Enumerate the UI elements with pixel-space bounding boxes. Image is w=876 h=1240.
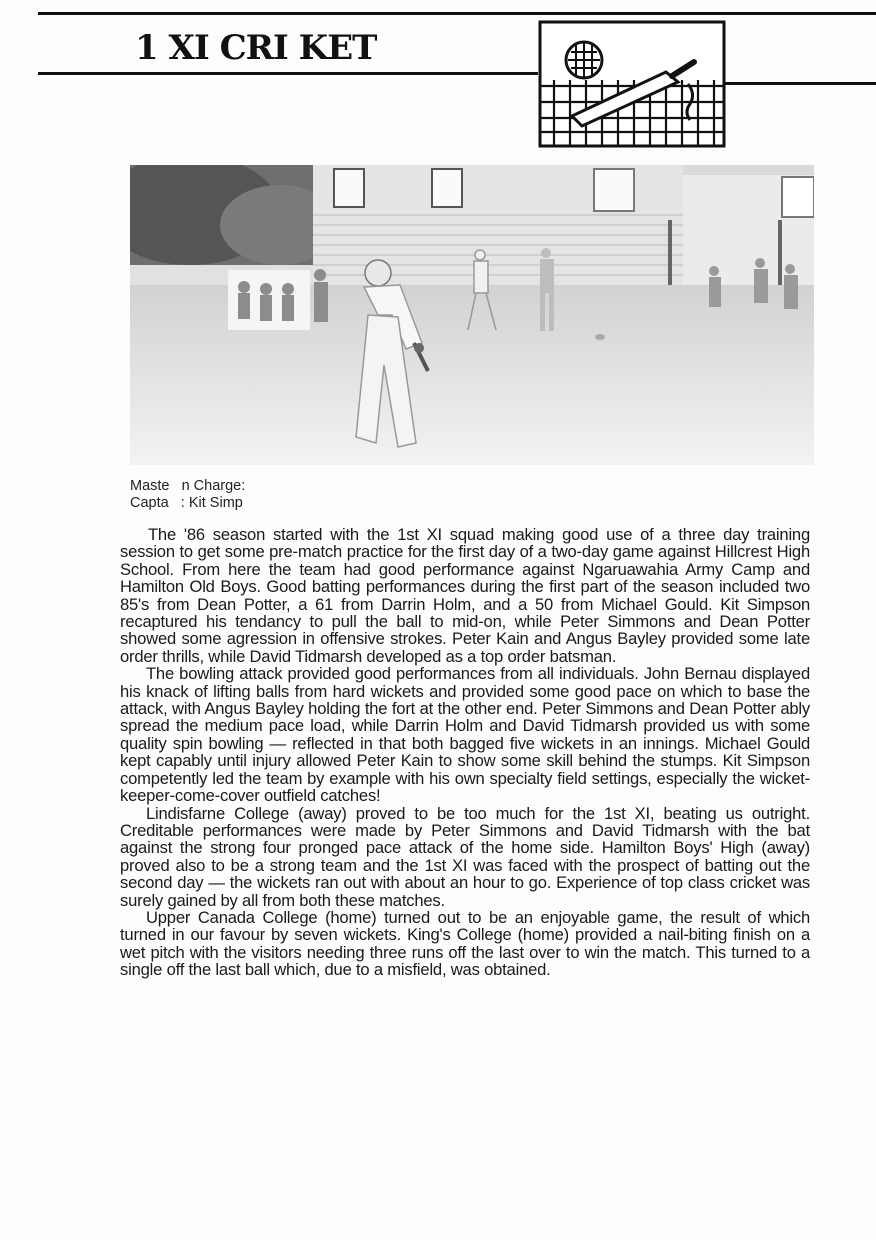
master-in-charge-row bbox=[130, 478, 245, 495]
cricket-bat-and-ball-icon bbox=[538, 20, 726, 148]
article-paragraph: The bowling attack provided good performances from all individuals. John Bernau displayed his knack of lifting balls from hard wickets and provided some good pace on which to base the attack, with Angus Bayley holding the fort at the other end. Peter Simmons and Dean Potter ably spread the medium pace load, while Darrin Holm and David Tidmarsh provided us with some quality spin bowling — reflected in that both bagged five wickets in an innings. Michael Gould kept capably until injury allowed Peter Kain to show some skill behind the stumps. Kit Simpson competently led the team by example with his own specialty field settings, especially the wicket-keeper-come-cover outfield catches! bbox=[120, 664, 810, 806]
batsman-photo bbox=[130, 165, 814, 465]
staff-info bbox=[130, 478, 245, 512]
article-paragraph: Upper Canada College (home) turned out to be an enjoyable game, the result of which turned in our favour by seven wickets. King's College (home) provided a nail-biting finish on a wet pitch with the visitors needing three runs off the last over to win the match. This turned to a single off the last ball which, due to a misfield, was obtained. bbox=[120, 907, 810, 980]
article-body bbox=[120, 526, 810, 979]
article-paragraph: The '86 season started with the 1st XI squad making good use of a three day training session to get some pre-match practice for the first day of a two-day game against Hillcrest High School. From here the team had good performance against Ngaruawahia Army Camp and Hamilton Old Boys. Good batting performances during the first part of the season included two 85's from Dean Potter, a 61 from Darrin Holm, and a 50 from Michael Gould. Kit Simpson recaptured his tendancy to pull the ball to mid-on, while Peter Simmons and Dean Potter showed some agression in offensive strokes. Peter Kain and Angus Bayley provided some late order thrills, while David Tidmarsh developed as a top order batsman. bbox=[120, 525, 810, 666]
master-label: Maste bbox=[130, 478, 170, 494]
header-top-rule bbox=[38, 12, 876, 15]
page-title: 1 XI CRI KET bbox=[135, 28, 377, 68]
master-value: n Charge: bbox=[181, 478, 246, 494]
captain-label: Capta bbox=[130, 495, 169, 511]
captain-row bbox=[130, 495, 245, 512]
captain-value: : Kit Simp bbox=[180, 495, 243, 511]
header-bottom-rule-right bbox=[724, 82, 876, 85]
article-paragraph: Lindisfarne College (away) proved to be too much for the 1st XI, beating us outright. Creditable performances were made by Peter Simmons and David Tidmarsh with the bat against the strong four pronged pace attack of the home side. Hamilton Boys' High (away) proved also to be a strong team and the 1st XI was faced with the prospect of batting out the second day — the wickets ran out with about an hour to go. Experience of top class cricket was surely gained by all from both these matches. bbox=[120, 803, 810, 910]
header-bottom-rule bbox=[38, 72, 538, 75]
